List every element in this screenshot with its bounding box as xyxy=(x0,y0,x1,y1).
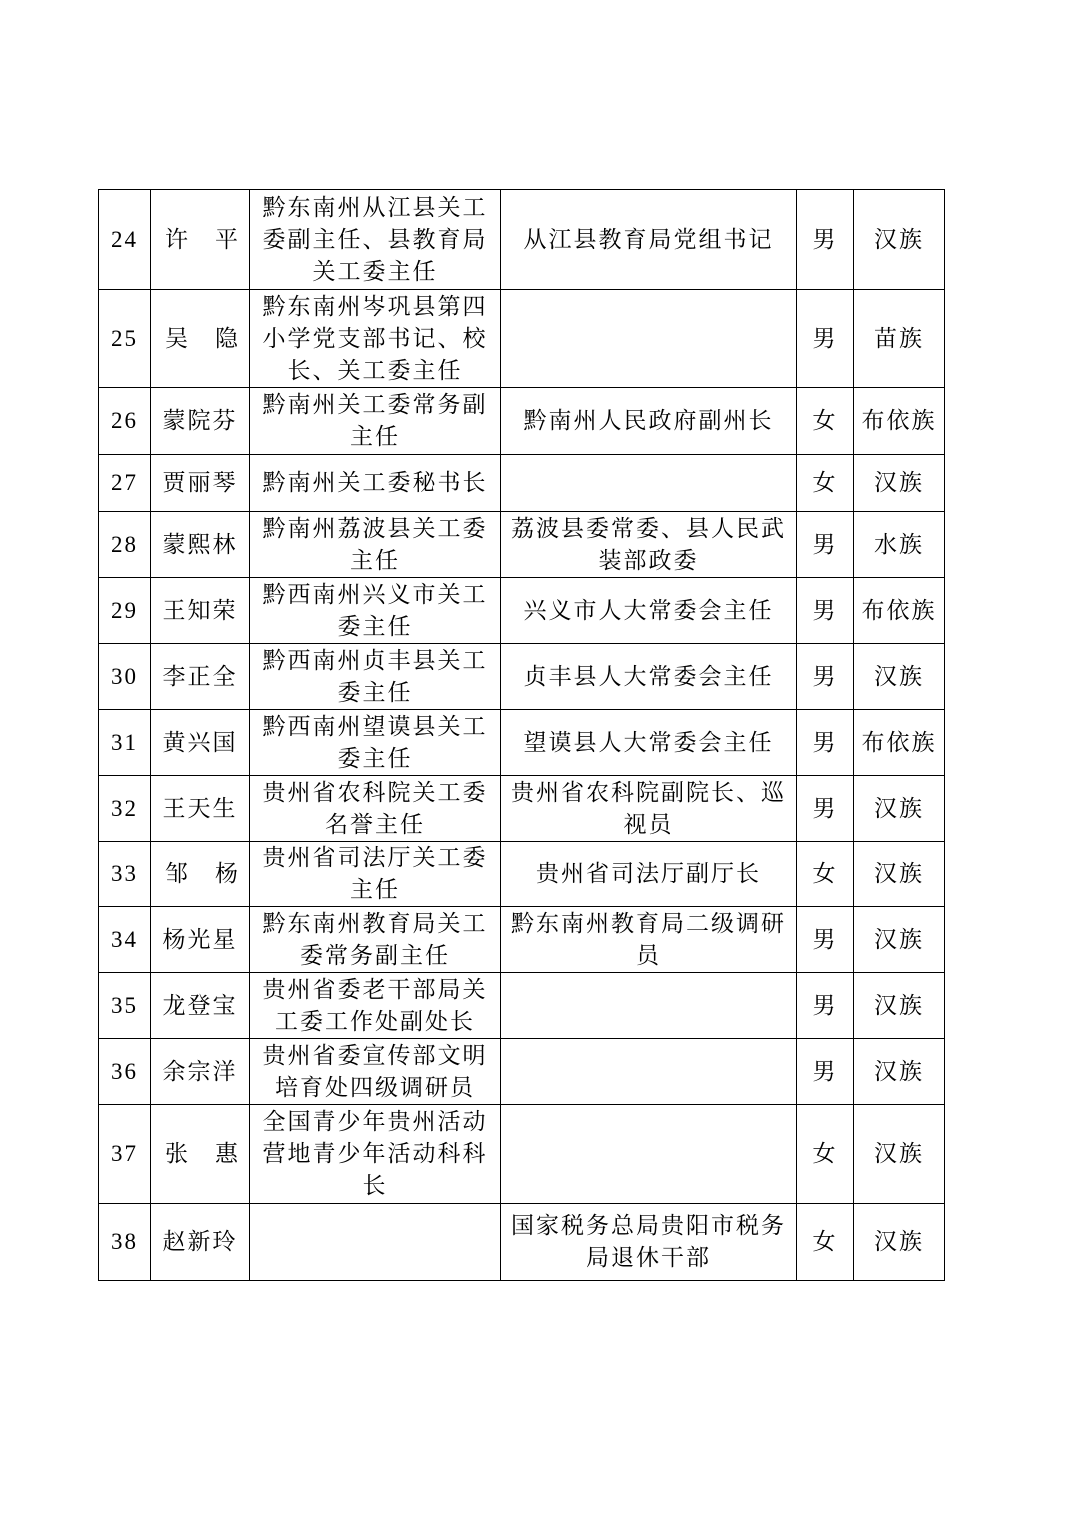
ethnicity-cell: 汉族 xyxy=(854,973,945,1039)
name-cell: 余宗洋 xyxy=(151,1039,250,1105)
position-cell: 黔南州关工委秘书长 xyxy=(250,455,501,512)
gender-cell: 男 xyxy=(797,710,854,776)
table-row xyxy=(99,644,945,710)
ethnicity-cell: 汉族 xyxy=(854,907,945,973)
ethnicity-cell: 苗族 xyxy=(854,290,945,388)
gender-cell: 男 xyxy=(797,644,854,710)
row-number-cell: 37 xyxy=(99,1105,151,1204)
row-number-cell: 25 xyxy=(99,290,151,388)
row-number-cell: 28 xyxy=(99,512,151,578)
table-row xyxy=(99,290,945,388)
name-cell: 杨光星 xyxy=(151,907,250,973)
former-position-cell xyxy=(501,290,797,388)
table-row xyxy=(99,578,945,644)
position-cell: 黔南州荔波县关工委主任 xyxy=(250,512,501,578)
ethnicity-cell: 汉族 xyxy=(854,1105,945,1204)
table-row xyxy=(99,1204,945,1281)
gender-cell: 男 xyxy=(797,1039,854,1105)
table-row xyxy=(99,710,945,776)
gender-cell: 男 xyxy=(797,973,854,1039)
row-number-cell: 31 xyxy=(99,710,151,776)
ethnicity-cell: 布依族 xyxy=(854,388,945,455)
ethnicity-cell: 汉族 xyxy=(854,842,945,907)
roster-body xyxy=(99,190,945,1281)
name-cell: 蒙院芬 xyxy=(151,388,250,455)
table-row xyxy=(99,1039,945,1105)
ethnicity-cell: 水族 xyxy=(854,512,945,578)
row-number-cell: 35 xyxy=(99,973,151,1039)
former-position-cell: 荔波县委常委、县人民武装部政委 xyxy=(501,512,797,578)
name-cell: 龙登宝 xyxy=(151,973,250,1039)
table-row xyxy=(99,455,945,512)
gender-cell: 女 xyxy=(797,388,854,455)
name-cell: 黄兴国 xyxy=(151,710,250,776)
position-cell: 贵州省司法厅关工委主任 xyxy=(250,842,501,907)
gender-cell: 男 xyxy=(797,578,854,644)
table-row xyxy=(99,1105,945,1204)
position-cell: 黔东南州教育局关工委常务副主任 xyxy=(250,907,501,973)
name-cell: 贾丽琴 xyxy=(151,455,250,512)
row-number-cell: 29 xyxy=(99,578,151,644)
position-cell: 贵州省农科院关工委名誉主任 xyxy=(250,776,501,842)
former-position-cell xyxy=(501,1105,797,1204)
table-row xyxy=(99,973,945,1039)
name-cell: 王知荣 xyxy=(151,578,250,644)
name-cell: 蒙熙林 xyxy=(151,512,250,578)
ethnicity-cell: 汉族 xyxy=(854,1204,945,1281)
gender-cell: 女 xyxy=(797,455,854,512)
former-position-cell: 贵州省司法厅副厅长 xyxy=(501,842,797,907)
former-position-cell: 贞丰县人大常委会主任 xyxy=(501,644,797,710)
gender-cell: 女 xyxy=(797,1204,854,1281)
ethnicity-cell: 布依族 xyxy=(854,710,945,776)
name-cell: 李正全 xyxy=(151,644,250,710)
former-position-cell xyxy=(501,1039,797,1105)
name-cell: 张 惠 xyxy=(151,1105,250,1204)
row-number-cell: 24 xyxy=(99,190,151,290)
former-position-cell: 国家税务总局贵阳市税务局退休干部 xyxy=(501,1204,797,1281)
ethnicity-cell: 汉族 xyxy=(854,1039,945,1105)
table-row xyxy=(99,907,945,973)
table-row xyxy=(99,512,945,578)
row-number-cell: 36 xyxy=(99,1039,151,1105)
row-number-cell: 38 xyxy=(99,1204,151,1281)
former-position-cell: 黔东南州教育局二级调研员 xyxy=(501,907,797,973)
former-position-cell: 贵州省农科院副院长、巡视员 xyxy=(501,776,797,842)
ethnicity-cell: 汉族 xyxy=(854,644,945,710)
ethnicity-cell: 汉族 xyxy=(854,455,945,512)
position-cell: 贵州省委老干部局关工委工作处副处长 xyxy=(250,973,501,1039)
position-cell: 黔东南州从江县关工委副主任、县教育局关工委主任 xyxy=(250,190,501,290)
position-cell: 贵州省委宣传部文明培育处四级调研员 xyxy=(250,1039,501,1105)
table-row xyxy=(99,190,945,290)
gender-cell: 男 xyxy=(797,290,854,388)
table-row xyxy=(99,388,945,455)
position-cell: 黔南州关工委常务副主任 xyxy=(250,388,501,455)
name-cell: 赵新玲 xyxy=(151,1204,250,1281)
position-cell: 全国青少年贵州活动营地青少年活动科科长 xyxy=(250,1105,501,1204)
name-cell: 吴 隐 xyxy=(151,290,250,388)
ethnicity-cell: 汉族 xyxy=(854,190,945,290)
row-number-cell: 32 xyxy=(99,776,151,842)
row-number-cell: 27 xyxy=(99,455,151,512)
ethnicity-cell: 布依族 xyxy=(854,578,945,644)
name-cell: 许 平 xyxy=(151,190,250,290)
gender-cell: 男 xyxy=(797,776,854,842)
name-cell: 邹 杨 xyxy=(151,842,250,907)
former-position-cell: 望谟县人大常委会主任 xyxy=(501,710,797,776)
row-number-cell: 30 xyxy=(99,644,151,710)
roster-table xyxy=(98,189,945,1281)
ethnicity-cell: 汉族 xyxy=(854,776,945,842)
former-position-cell: 黔南州人民政府副州长 xyxy=(501,388,797,455)
position-cell: 黔西南州兴义市关工委主任 xyxy=(250,578,501,644)
gender-cell: 女 xyxy=(797,1105,854,1204)
row-number-cell: 26 xyxy=(99,388,151,455)
table-row xyxy=(99,842,945,907)
former-position-cell: 从江县教育局党组书记 xyxy=(501,190,797,290)
position-cell xyxy=(250,1204,501,1281)
gender-cell: 男 xyxy=(797,512,854,578)
position-cell: 黔西南州望谟县关工委主任 xyxy=(250,710,501,776)
row-number-cell: 33 xyxy=(99,842,151,907)
gender-cell: 男 xyxy=(797,907,854,973)
position-cell: 黔东南州岑巩县第四小学党支部书记、校长、关工委主任 xyxy=(250,290,501,388)
former-position-cell xyxy=(501,973,797,1039)
position-cell: 黔西南州贞丰县关工委主任 xyxy=(250,644,501,710)
former-position-cell xyxy=(501,455,797,512)
gender-cell: 女 xyxy=(797,842,854,907)
name-cell: 王天生 xyxy=(151,776,250,842)
row-number-cell: 34 xyxy=(99,907,151,973)
gender-cell: 男 xyxy=(797,190,854,290)
table-row xyxy=(99,776,945,842)
former-position-cell: 兴义市人大常委会主任 xyxy=(501,578,797,644)
